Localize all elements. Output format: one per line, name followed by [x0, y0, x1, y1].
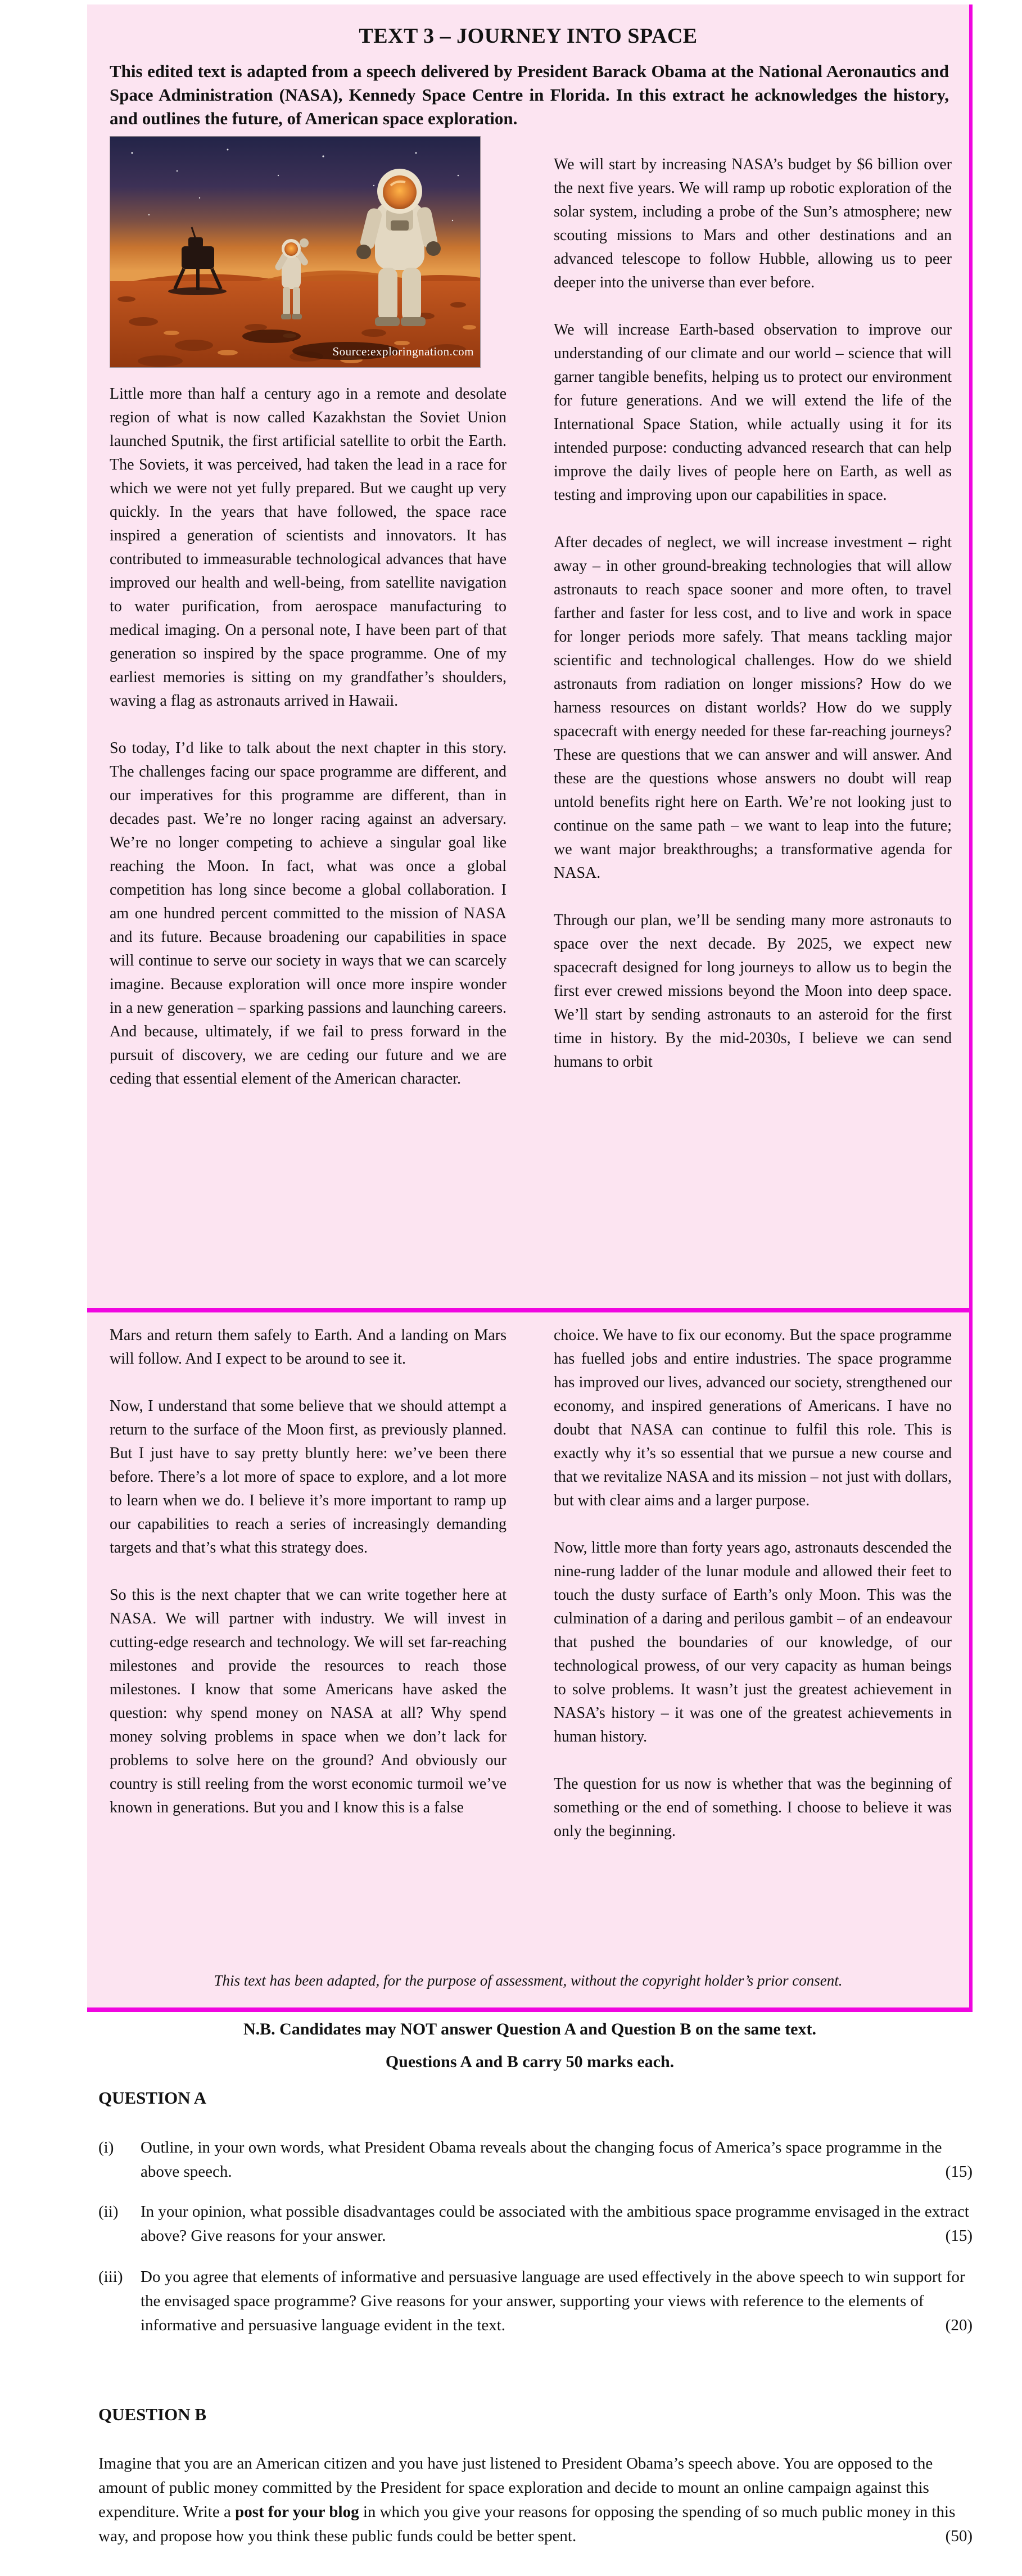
- question-marker: (iii): [98, 2268, 123, 2286]
- box1-right-column: [554, 153, 952, 1098]
- question-marker: (i): [98, 2139, 114, 2157]
- box2-left-column: [110, 1324, 507, 1843]
- photo-caption: Source:exploringnation.com: [332, 345, 474, 358]
- mars-photo: [110, 136, 481, 368]
- marks-value: (15): [945, 2163, 973, 2181]
- question-b-heading: QUESTION B: [98, 2404, 207, 2424]
- question-b-bold-phrase: post for your blog: [235, 2503, 359, 2521]
- speech-paragraph: We will start by increasing NASA’s budget by $6 billion over the next five years. We will ramp up robotic exploration of the solar system, including a probe of the Sun’s atmosphere; new scouting missions to Mars and other destinations and an advanced telescope to follow Hubble, allowing us to peer deeper into the universe than ever before.: [554, 156, 952, 291]
- adaptation-note: This text has been adapted, for the purpose of assessment, without the copyright holder’s prior consent.: [214, 1972, 843, 1989]
- marks-value: (50): [945, 2527, 973, 2545]
- question-marker: (ii): [98, 2203, 119, 2221]
- question-a-item-ii: [98, 2200, 973, 2248]
- box1-left-column: [110, 134, 507, 1115]
- intro-paragraph: This edited text is adapted from a speech delivered by President Barack Obama at the National Aeronautics and Space Administration (NASA), Kennedy Space Centre in Florida. In this extract he acknowledges the history, and outlines the future, of American space exploration.: [110, 61, 949, 128]
- nb-instruction-line: N.B. Candidates may NOT answer Question A and Question B on the same text.: [243, 2020, 816, 2038]
- question-text: Do you agree that elements of informative and persuasive language are used effectively in the above speech to win support for the envisaged space programme? Give reasons for your answer, supporting your views with reference to the elements of informative and persuasive language evident in the text.: [141, 2268, 965, 2334]
- question-text-wrap: [141, 2200, 973, 2248]
- page-title: TEXT 3 – JOURNEY INTO SPACE: [359, 24, 698, 48]
- speech-paragraph: So this is the next chapter that we can write together here at NASA. We will partner with industry. We will invest in cutting-edge research and technology. We will set far-reaching milestones and provide the resources to reach those milestones. I know that some Americans have asked the question: why spend money on NASA at all? Why spend money solving problems in space when we don’t lack for problems to solve here on the ground? And obviously our country is still reeling from the worst economic turmoil we’ve known in generations. But you and I know this is a false: [110, 1586, 507, 1816]
- question-text: Outline, in your own words, what President Obama reveals about the changing focus of America’s space programme in the above speech.: [141, 2139, 942, 2181]
- speech-paragraph: Mars and return them safely to Earth. And a landing on Mars will follow. And I expect to be around to see it.: [110, 1327, 507, 1368]
- marks-value: (20): [945, 2316, 973, 2334]
- speech-paragraph: Now, I understand that some believe that we should attempt a return to the surface of the Moon first, as previously planned. But I just have to say pretty bluntly here: we’ve been there before. There’s a lot more of space to explore, and a lot more to learn when we do. I believe it’s more important to ramp up our capabilities to reach a series of increasingly demanding targets and that’s what this strategy does.: [110, 1397, 507, 1557]
- question-text-wrap: [141, 2136, 973, 2184]
- question-b-text-end: in which you give your reasons for opposing the spending of so much public money in this way, and propose how you think these public funds could be better spent.: [98, 2503, 956, 2545]
- question-text: In your opinion, what possible disadvantages could be associated with the ambitious space programme envisaged in the extract above? Give reasons for your answer.: [141, 2203, 969, 2245]
- question-a-item-iii: [98, 2265, 973, 2338]
- question-a-item-i: [98, 2136, 973, 2184]
- question-a-heading: QUESTION A: [98, 2088, 207, 2108]
- marks-instruction-line: Questions A and B carry 50 marks each.: [385, 2052, 675, 2071]
- speech-paragraph: Little more than half a century ago in a remote and desolate region of what is now called Kazakhstan the Soviet Union launched Sputnik, the first artificial satellite to orbit the Earth. The Soviets, it was perceived, had taken the lead in a race for which we were not yet fully prepared. But we caught up very quickly. In the years that have followed, the space race inspired a generation of scientists and innovators. It has contributed to immeasurable technological advances that have improved our health and well-being, from satellite navigation to water purification, from aerospace manufacturing to medical imaging. On a personal note, I have been part of that generation so inspired by the space programme. One of my earliest memories is sitting on my grandfather’s shoulders, waving a flag as astronauts arrived in Hawaii.: [110, 385, 507, 710]
- question-b-text-start: Imagine that you are an American citizen and you have just listened to President Obama’s speech above. You are opposed to the amount of public money committed by the President for space exploration and decide to mount an online campaign against this expenditure. Write a: [98, 2455, 933, 2521]
- speech-paragraph: choice. We have to fix our economy. But the space programme has fuelled jobs and entire industries. The space programme has improved our lives, advanced our society, strengthened our economy, and inspired generations of Americans. I have no doubt that NASA can continue to fulfil this role. This is exactly why it’s so essential that we pursue a new course and that we revitalize NASA and its mission – not just with dollars, but with clear aims and a larger purpose.: [554, 1327, 952, 1509]
- mars-photo-illustration: [110, 136, 481, 368]
- panel-divider-line: [87, 1308, 969, 1312]
- question-text-wrap: [141, 2265, 973, 2338]
- speech-paragraph: Through our plan, we’ll be sending many more astronauts to space over the next decade. By 2025, we expect new spacecraft designed for long journeys to allow us to begin the first ever crewed missions beyond the Moon into deep space. We’ll start by sending astronauts to an asteroid for the first time in history. By the mid-2030s, I believe we can send humans to orbit: [554, 912, 952, 1071]
- question-b-text: [98, 2452, 973, 2548]
- speech-paragraph: The question for us now is whether that was the beginning of something or the end of something. I choose to believe it was only the beginning.: [554, 1775, 952, 1840]
- marks-value: (15): [945, 2227, 973, 2245]
- box2-right-column: [554, 1324, 952, 1867]
- speech-box-2: [87, 1312, 969, 2007]
- speech-paragraph: After decades of neglect, we will increase investment – right away – in other ground-breaking technologies that will allow astronauts to reach space sooner and more often, to travel farther and faster for less cost, and to live and work in space for longer periods more safely. That means tackling major scientific and technological challenges. How do we shield astronauts from radiation on longer missions? How do we harness resources on distant worlds? How do we supply spacecraft with energy needed for these far-reaching journeys? These are questions that we can answer and will answer. And these are the questions whose answers no doubt will reap untold benefits right here on Earth. We’re not looking just to continue on the same path – we want to leap into the future; we want major breakthroughs; a transformative agenda for NASA.: [554, 534, 952, 882]
- speech-paragraph: Now, little more than forty years ago, astronauts descended the nine-rung ladder of the lunar module and allowed their feet to touch the dusty surface of Earth’s only Moon. This was the culmination of a daring and perilous gambit – of an endeavour that pushed the boundaries of our knowledge, of our technological prowess, of our very capacity as human beings to solve problems. It wasn’t just the greatest achievement in NASA’s history – it was one of the greatest achievements in human history.: [554, 1539, 952, 1745]
- speech-box-1: [87, 4, 969, 1308]
- speech-paragraph: So today, I’d like to talk about the next chapter in this story. The challenges facing our space programme are different, and our imperatives for this programme are different, than in decades past. We’re no longer racing against an adversary. We’re no longer competing to achieve a singular goal like reaching the Moon. In fact, what was once a global competition has long since become a global collaboration. I am one hundred percent committed to the mission of NASA and its future. Because broadening our capabilities in space will continue to serve our society in ways that we can scarcely imagine. Because exploration will once more inspire wonder in a new generation – sparking passions and launching careers. And because, ultimately, if we fail to press forward in the pursuit of discovery, we are ceding our future and we are ceding that essential element of the American character.: [110, 739, 507, 1088]
- speech-paragraph: We will increase Earth-based observation to improve our understanding of our climate and our world – science that will garner tangible benefits, helping us to protect our environment for future generations. And we will extend the life of the International Space Station, while actually using it for its intended purpose: conducting advanced research that can help improve the daily lives of people here on Earth, as well as testing and improving upon our capabilities in space.: [554, 321, 952, 504]
- speech-panel: [87, 4, 973, 2012]
